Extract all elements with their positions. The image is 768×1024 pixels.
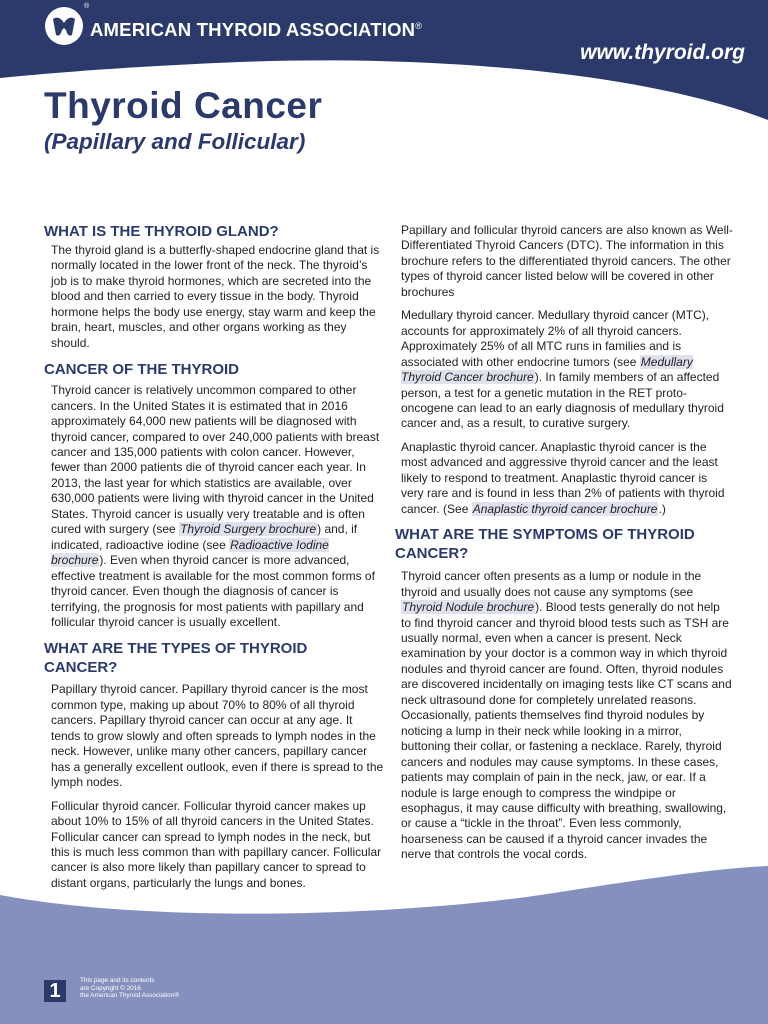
page-number: 1	[49, 980, 61, 1002]
thyroid-surgery-brochure-link[interactable]: Thyroid Surgery brochure	[180, 522, 317, 537]
follicular-label: Follicular thyroid cancer.	[51, 798, 181, 813]
section-heading-cancer-of-thyroid: CANCER OF THE THYROID	[44, 361, 239, 379]
paragraph-symptoms: Thyroid cancer often presents as a lump or nodule in the thyroid and usually does not cause any symptoms (see Thyroid Nodule brochure). Blood tests generally do not help to find thyroid cancer and thyroid blood tests such as TSH are usually normal, even when a cancer is present. Neck examination by your doctor is a common way in which thyroid nodules and thyroid cancer are found. Often, thyroid nodules are discovered incidentally on imaging tests like CT scans and neck ultrasound done for completely unrelated reasons. Occasionally, patients themselves find thyroid nodules by noticing a lump in their neck while looking in a mirror, buttoning their collar, or fastening a necklace. Rarely, thyroid cancers and nodules may cause symptoms. In these cases, patients may complain of pain in the neck, jaw, or ear. If a nodule is large enough to compress the windpipe or esophagus, it may cause difficulty with breathing, swallowing, or cause a “tickle in the throat”. Even less commonly, hoarseness can be caused if a thyroid cancer invades the nerve that controls the vocal cords.	[401, 569, 732, 862]
anaplastic-label: Anaplastic thyroid cancer.	[401, 439, 538, 454]
paragraph-cancer-of-thyroid: Thyroid cancer is relatively uncommon compared to other cancers. In the United States it is estimated that in 2016 approximately 64,000 new patients will be diagnosed with thyroid cancer, compared to over 240,000 patients with breast cancer and 135,000 patients with colon cancer. However, fewer than 2000 patients die of thyroid cancer each year. In 2013, the last year for which statistics are available, over 630,000 patients were living with thyroid cancer in the United States. Thyroid cancer is usually very treatable and is often cured with surgery (see Thyroid Surgery brochure) and, if indicated, radioactive iodine (see Radioactive Iodine brochure). Even when thyroid cancer is more advanced, effective treatment is available for the most common forms of thyroid cancer. Even though the diagnosis of cancer is terrifying, the prognosis for most patients with papillary and follicular thyroid cancer is usually excellent.	[51, 383, 380, 629]
page-title: Thyroid Cancer	[44, 85, 323, 126]
logo-registered-mark: ®	[84, 3, 90, 10]
anaplastic-brochure-link[interactable]: Anaplastic thyroid cancer brochure	[472, 501, 658, 516]
medullary-label: Medullary thyroid cancer.	[401, 308, 535, 323]
right-column	[395, 223, 733, 863]
paragraph-anaplastic: Anaplastic thyroid cancer. Anaplastic thyroid cancer is the most advanced and aggressive thyroid cancer and the least likely to respond to treatment. Anaplastic thyroid cancer is very rare and is found in less than 2% of patients with thyroid cancer. (See Anaplastic thyroid cancer brochure.)	[401, 439, 725, 516]
copyright-notice: This page and its contents are Copyright © 2016 the American Thyroid Association®	[80, 977, 180, 999]
medullary-brochure-link[interactable]: Medullary Thyroid Cancer brochure	[401, 354, 693, 385]
association-name: AMERICAN THYROID ASSOCIATION®	[90, 19, 423, 40]
paragraph-follicular: Follicular thyroid cancer. Follicular thyroid cancer makes up about 10% to 15% of all thyroid cancers in the United States. Follicular cancer can spread to lymph nodes in the neck, but this is much less common than with papillary cancer. Follicular cancer is also more likely than papillary cancer to spread to distant organs, particularly the lungs and bones.	[51, 798, 382, 890]
radioactive-iodine-brochure-link[interactable]: Radioactive Iodine brochure	[51, 537, 329, 568]
section-heading-types: WHAT ARE THE TYPES OF THYROID CANCER?	[44, 640, 308, 677]
left-column	[44, 222, 384, 891]
page-subtitle: (Papillary and Follicular)	[44, 129, 306, 154]
paragraph-dtc: Papillary and follicular thyroid cancers are also known as Well-Differentiated Thyroid Cancers (DTC). The information in this brochure refers to the differentiated thyroid cancers. The other types of thyroid cancer listed below will be covered in other brochures	[401, 223, 733, 299]
thyroid-shield-logo-icon	[44, 6, 84, 46]
association-registered-mark: ®	[415, 20, 423, 31]
paragraph-thyroid-gland: The thyroid gland is a butterfly-shaped endocrine gland that is normally located in the lower front of the neck. The thyroid’s job is to make thyroid hormones, which are secreted into the blood and then carried to every tissue in the body. Thyroid hormone helps the body use energy, stay warm and keep the brain, heart, muscles, and other organs working as they should.	[51, 243, 380, 350]
section-heading-symptoms: WHAT ARE THE SYMPTOMS OF THYROID CANCER?	[395, 526, 695, 563]
thyroid-nodule-brochure-link[interactable]: Thyroid Nodule brochure	[402, 600, 535, 615]
website-link[interactable]: www.thyroid.org	[580, 41, 745, 64]
dtc-label: Papillary and follicular thyroid cancers are also known as Well-Differentiated Thyroid Cancers (DTC).	[401, 223, 733, 253]
section-heading-thyroid-gland: WHAT IS THE THYROID GLAND?	[44, 223, 279, 240]
paragraph-medullary: Medullary thyroid cancer. Medullary thyroid cancer (MTC), accounts for approximately 2% of all thyroid cancers. Approximately 25% of all MTC runs in families and is associated with other endocrine tumors (see Medullary Thyroid Cancer brochure). In family members of an affected person, a test for a genetic mutation in the RET proto-oncogene can lead to an early diagnosis of medullary thyroid cancer and, as a result, to curative surgery.	[401, 308, 724, 431]
papillary-label: Papillary thyroid cancer.	[51, 682, 179, 697]
paragraph-papillary: Papillary thyroid cancer. Papillary thyroid cancer is the most common type, making up about 70% to 80% of all thyroid cancers. Papillary thyroid cancer can occur at any age. It tends to grow slowly and often spreads to lymph nodes in the neck. However, unlike many other cancers, papillary cancer has a generally excellent outlook, even if there is spread to the lymph nodes.	[51, 682, 384, 790]
